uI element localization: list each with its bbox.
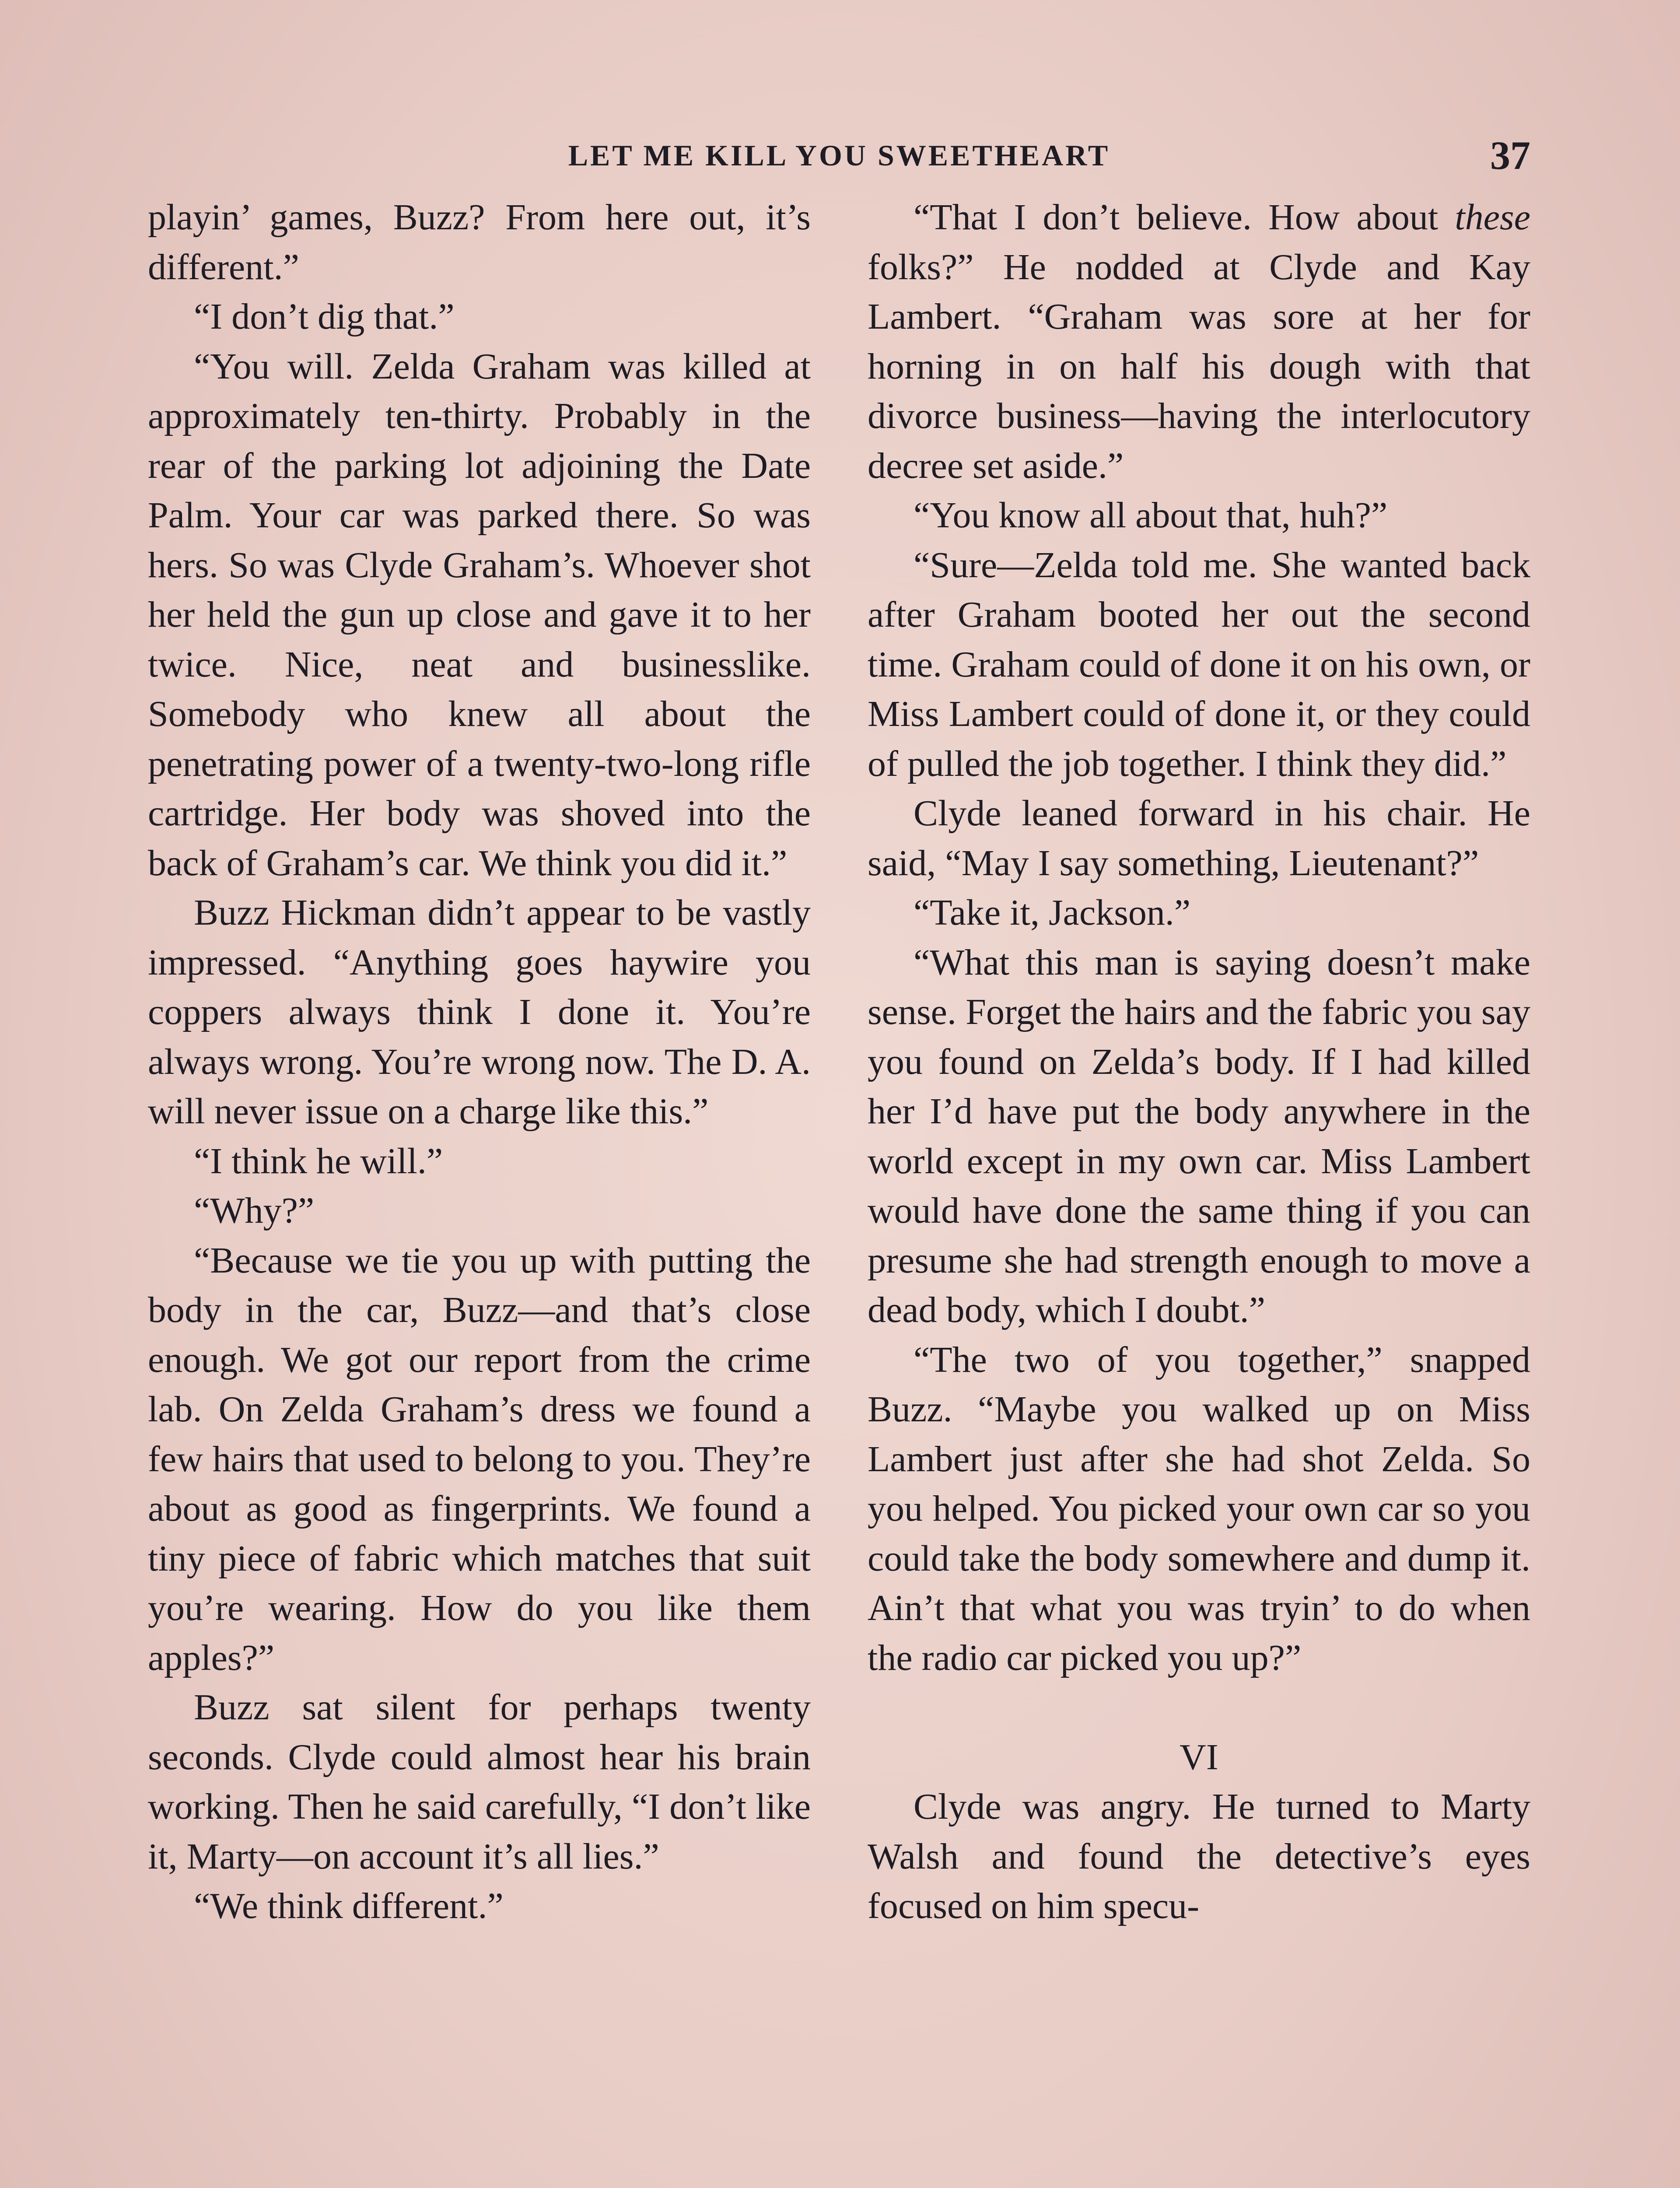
paragraph: “Why?” — [194, 1190, 315, 1231]
text-run: “That I don’t believe. How about — [914, 197, 1455, 238]
paragraph: “Because we tie you up with putting the body in the car, Buzz—and that’s close enough. We got our report from the crime lab. On Zelda Graham’s dress we found a few hairs that used to belong to you. They’re about as good as fingerprints. We found a tiny piece of fabric which matches that suit you’re wearing. How do you like them apples?” — [148, 1240, 811, 1678]
page-number: 37 — [1490, 133, 1530, 178]
paragraph: “Sure—Zelda told me. She wanted back after Graham booted her out the second time. Graham could of done it on his own, or Miss Lambert could of done it, or they could of pulled the job together. I think they did.” — [868, 544, 1530, 784]
paragraph: “What this man is saying doesn’t make sense. Forget the hairs and the fabric you say you found on Zelda’s body. If I had killed her I’d have put the body anywhere in the world except in my own car. Miss Lambert would have done the same thing if you can presume she had strength enough to move a dead body, which I doubt.” — [868, 942, 1530, 1330]
paragraph: Clyde leaned forward in his chair. He said, “May I say something, Lieutenant?” — [868, 793, 1530, 884]
paragraph: “We think different.” — [194, 1886, 504, 1926]
paragraph: Clyde was angry. He turned to Marty Walsh and found the detective’s eyes focused on him specu- — [868, 1786, 1530, 1926]
emphasis-text: these — [1455, 197, 1530, 238]
paragraph: “Take it, Jackson.” — [914, 892, 1191, 933]
page-header — [148, 131, 1530, 179]
right-column — [868, 193, 1530, 1931]
paragraph: playin’ games, Buzz? From here out, it’s different.” — [148, 197, 811, 288]
paragraph: “You know all about that, huh?” — [914, 495, 1388, 536]
left-column — [148, 193, 811, 1931]
section-heading: VI — [1180, 1736, 1218, 1778]
paragraph — [868, 193, 1530, 491]
paragraph: Buzz sat silent for perhaps twenty seconds. Clyde could almost hear his brain working. Then he said carefully, “I don’t like it, Marty—on account it’s all lies.” — [148, 1687, 811, 1877]
paragraph: “The two of you together,” snapped Buzz. “Maybe you walked up on Miss Lambert just after she had shot Zelda. So you helped. You picked your own car so you could take the body somewhere and dump it. Ain’t that what you was tryin’ to do when the radio car picked you up?” — [868, 1339, 1530, 1678]
paragraph: Buzz Hickman didn’t appear to be vastly impressed. “Anything goes haywire you coppers always think I done it. You’re always wrong. You’re wrong now. The D. A. will never issue on a charge like this.” — [148, 892, 811, 1132]
paragraph: “You will. Zelda Graham was killed at approximately ten-thirty. Probably in the rear of the parking lot adjoining the Date Palm. Your car was parked there. So was hers. So was Clyde Graham’s. Whoever shot her held the gun up close and gave it to her twice. Nice, neat and businesslike. Somebody who knew all about the penetrating power of a twenty-two-long rifle cartridge. Her body was shoved into the back of Graham’s car. We think you did it.” — [148, 346, 811, 884]
running-title: LET ME KILL YOU SWEETHEART — [568, 139, 1110, 172]
text-run: folks?” He nodded at Clyde and Kay Lambert. “Graham was sore at her for horning in on half his dough with that divorce business—having the interlocutory decree set aside.” — [868, 246, 1530, 486]
paragraph: “I don’t dig that.” — [194, 296, 455, 337]
paragraph: “I think he will.” — [194, 1140, 443, 1182]
